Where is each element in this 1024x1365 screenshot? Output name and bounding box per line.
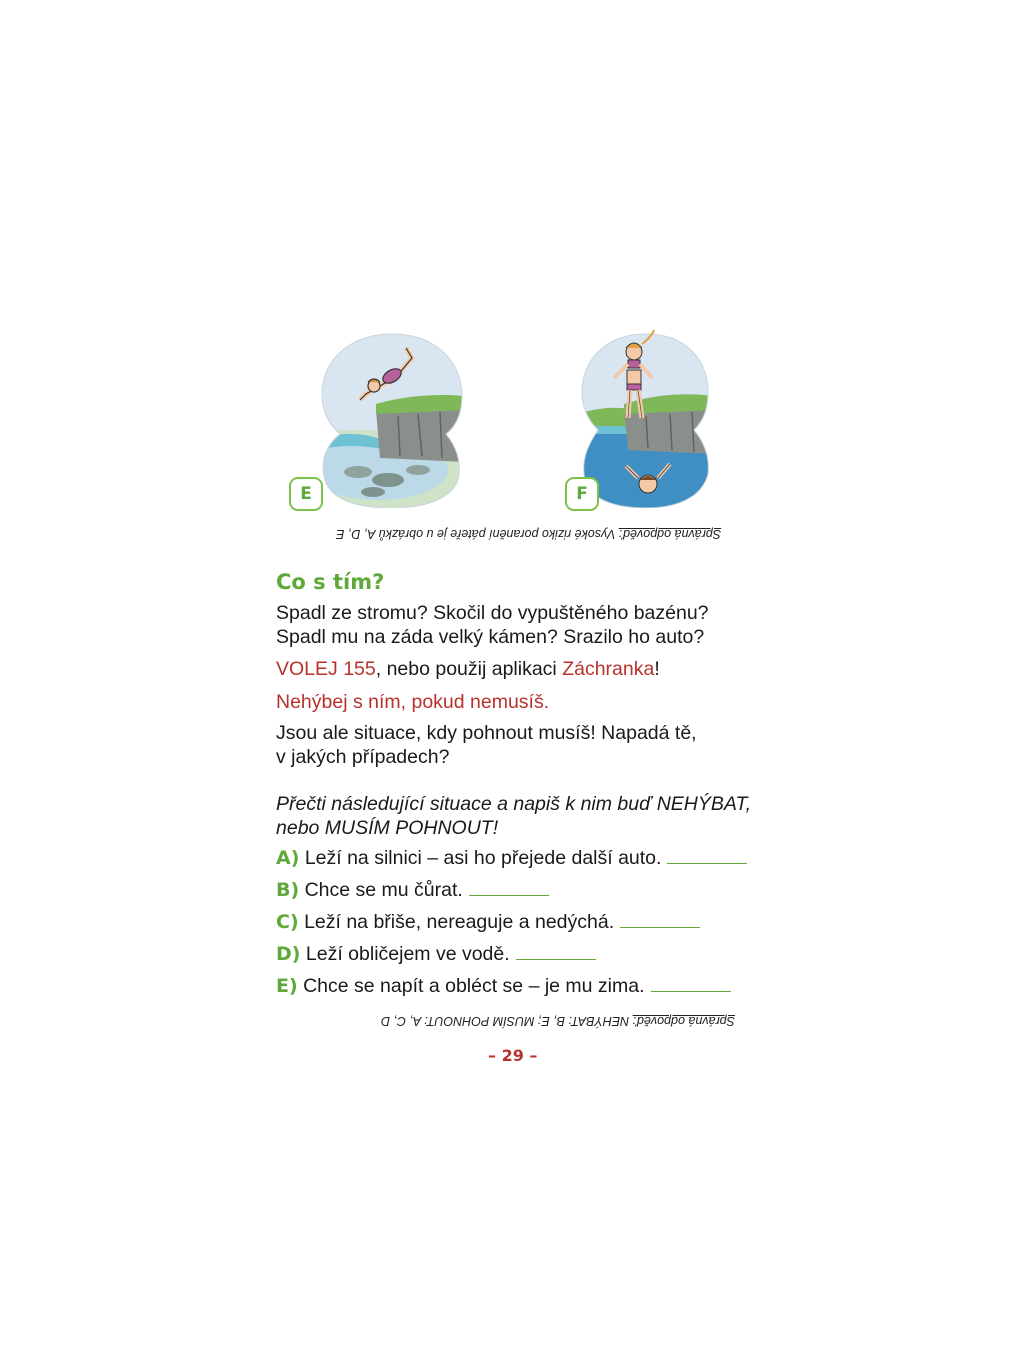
answer-images-upside-down <box>336 527 721 541</box>
list-item <box>276 847 747 870</box>
answer-prefix: Správná odpověď: <box>632 1014 735 1028</box>
paragraph-line: Jsou ale situace, kdy pohnout musíš! Napadá tě, <box>276 722 697 744</box>
paragraph-line: Spadl mu na záda velký kámen? Srazilo ho auto? <box>276 626 705 648</box>
answer-blank[interactable] <box>620 926 700 928</box>
call-end: ! <box>654 658 660 680</box>
answer-blank[interactable] <box>667 862 747 864</box>
list-item <box>276 943 596 966</box>
instruction-line: nebo MUSÍM POHNOUT! <box>276 817 499 839</box>
item-text: Chce se napít a obléct se – je mu zima. <box>303 975 645 997</box>
item-letter: C) <box>276 911 299 933</box>
illustration-label-e: E <box>289 477 323 511</box>
paragraph-call <box>276 657 660 681</box>
item-text: Chce se mu čůrat. <box>304 879 463 901</box>
item-text: Leží obličejem ve vodě. <box>305 943 510 965</box>
app-name: Záchranka <box>562 658 655 680</box>
answer-items-upside-down <box>381 1014 735 1028</box>
list-item <box>276 975 731 998</box>
list-item <box>276 879 549 902</box>
answer-blank[interactable] <box>469 894 549 896</box>
call-text: , nebo použij aplikaci <box>375 658 563 680</box>
cliff-dive-shallow-image <box>318 330 466 508</box>
warning-text: Nehýbej s ním, pokud nemusíš. <box>276 691 550 713</box>
answer-blank[interactable] <box>651 990 731 992</box>
item-text: Leží na silnici – asi ho přejede další auto. <box>304 847 662 869</box>
answer-text: NEHÝBAT: B, E; MUSÍM POHNOUT: A, C, D <box>381 1014 633 1028</box>
item-letter: A) <box>276 847 300 869</box>
paragraph-line: v jakých případech? <box>276 746 450 768</box>
section-heading: Co s tím? <box>276 570 385 594</box>
paragraph-causes <box>276 601 709 649</box>
answer-prefix: Správná odpověď: <box>618 527 722 541</box>
item-text: Leží na břiše, nereaguje a nedýchá. <box>304 911 615 933</box>
item-letter: D) <box>276 943 301 965</box>
answer-blank[interactable] <box>516 958 596 960</box>
paragraph-question <box>276 721 697 769</box>
illustration-e <box>318 330 466 508</box>
instruction-line: Přečti následující situace a napiš k nim buď NEHÝBAT, <box>276 793 751 815</box>
page-number: – 29 – <box>488 1046 538 1065</box>
illustration-label-f: F <box>565 477 599 511</box>
call-number: VOLEJ 155 <box>276 658 376 680</box>
answer-text: Vysoké riziko poranění páteře je u obrázků A, D, E <box>336 527 619 541</box>
item-letter: E) <box>276 975 298 997</box>
instruction <box>276 792 751 840</box>
list-item <box>276 911 700 934</box>
paragraph-line: Spadl ze stromu? Skočil do vypuštěného bazénu? <box>276 602 709 624</box>
illustration-f <box>578 330 714 508</box>
item-letter: B) <box>276 879 300 901</box>
cliff-jump-swimmer-image <box>578 330 714 508</box>
